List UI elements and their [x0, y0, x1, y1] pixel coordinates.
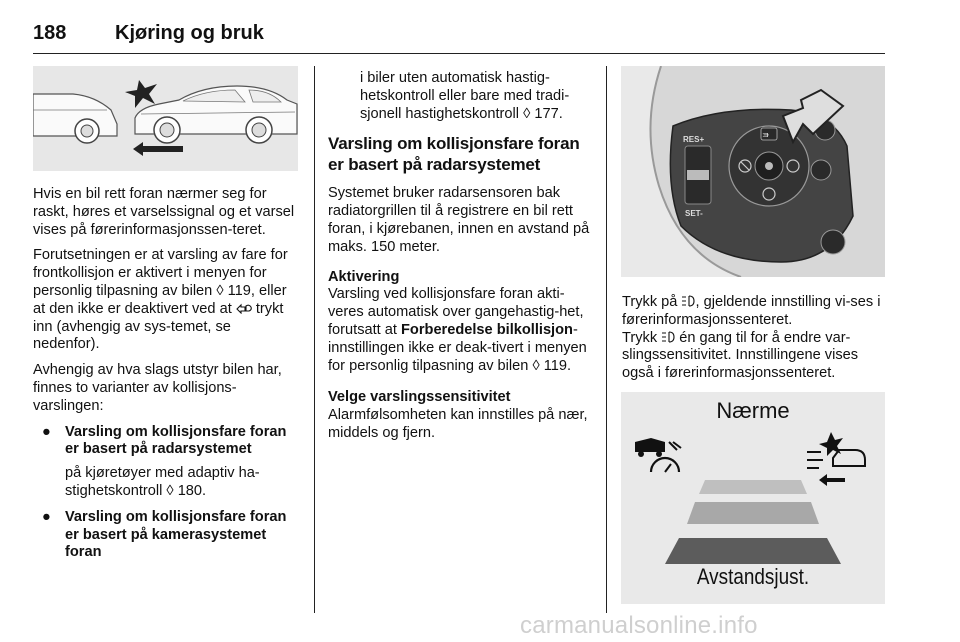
- bullet-title: Varsling om kollisjonsfare foran er basert på radarsystemet: [65, 423, 287, 458]
- distance-bar-medium: [687, 502, 819, 524]
- watermark: carmanualsonline.info: [520, 612, 758, 639]
- section-heading: Varsling om kollisjonsfare foran er basert på radarsystemet: [328, 134, 580, 175]
- column-3: [622, 294, 888, 391]
- steering-wheel-illustration: [621, 66, 885, 277]
- text-span: Trykk på: [622, 294, 678, 310]
- ref-icon: ◊: [523, 105, 531, 122]
- lane-assist-button: [821, 230, 845, 254]
- distance-button-icon: [661, 331, 675, 343]
- paragraph: Systemet bruker radarsensoren bak radiatorgrillen til å registrere en bil rett foran, i kjørebanen, innen en avstand på maks. 150 meter.: [328, 185, 590, 255]
- collision-alert-icon: [236, 303, 252, 314]
- column-1: [33, 186, 299, 562]
- car-gauge-icon: [635, 438, 681, 472]
- page-header: [33, 12, 885, 54]
- distance-bar-far: [699, 480, 807, 494]
- column-divider-1: [314, 66, 315, 613]
- paragraph: Avhengig av hva slags utstyr bilen har, finnes to varianter av kollisjons-varslingen:: [33, 362, 282, 414]
- setting-name: Forberedelse bilkollisjon: [401, 321, 573, 338]
- list-item: [33, 424, 299, 460]
- info-display-illustration: [621, 392, 885, 604]
- arrow-left-icon: [133, 142, 183, 156]
- subheading-activation: Aktivering: [328, 268, 400, 285]
- page-ref: 119.: [543, 357, 572, 374]
- cars-diagram: [33, 66, 298, 171]
- text-span: Forutsetningen er at varsling av fare for frontkollisjon er aktivert i menyen for personlig tilpasning av bilen: [33, 247, 288, 299]
- paragraph: [33, 247, 299, 354]
- paragraph: [622, 330, 888, 383]
- column-divider-2: [606, 66, 607, 613]
- page-number: 188: [33, 22, 67, 44]
- collision-warning-icon: [807, 432, 865, 486]
- impact-star-icon: [125, 80, 157, 108]
- sensitivity-button: [811, 160, 831, 180]
- text-span: -innstillingen ikke er deak-tivert i menyen for personlig tilpasning av bilen: [328, 321, 587, 374]
- paragraph: Alarmfølsomheten kan innstilles på nær, middels og fjern.: [328, 407, 588, 441]
- bullet-title: Varsling om kollisjonsfare foran er basert på kamerasystemet foran: [65, 508, 287, 561]
- distance-bar-near: [665, 538, 841, 564]
- display-top-label: Nærme: [716, 398, 790, 423]
- text-span: på kjøretøyer med adaptiv ha-stighetskontroll: [65, 465, 260, 499]
- subheading-sensitivity: Velge varslingssensitivitet: [328, 389, 511, 406]
- text-span: trykt inn (avhengig av sys-temet, se nedenfor).: [33, 300, 284, 353]
- list-item: [33, 509, 299, 562]
- collision-illustration: [33, 66, 298, 171]
- res-label: RES+: [683, 135, 705, 144]
- column-2: [328, 70, 594, 451]
- display-bottom-label: Avstandsjust.: [696, 564, 810, 589]
- ref-icon: ◊: [166, 482, 174, 499]
- distance-button-icon: [681, 295, 695, 307]
- page-ref: 177.: [534, 105, 563, 122]
- ref-icon: ◊: [532, 357, 540, 374]
- set-label: SET-: [685, 209, 703, 218]
- text-span: én gang til for å endre var-slingssensitivitet. Innstillingene vises også i førerinformasjonssenteret.: [622, 329, 859, 382]
- page-ref: 119, eller at den ikke er deaktivert ved at: [33, 282, 287, 317]
- paragraph: [622, 294, 888, 330]
- text-span: , gjeldende innstilling vi-ses i førerinformasjonssenteret.: [622, 294, 881, 328]
- page-title: Kjøring og bruk: [115, 22, 264, 44]
- ref-icon: ◊: [216, 282, 224, 299]
- page-ref: 180.: [177, 482, 207, 499]
- paragraph: Hvis en bil rett foran nærmer seg for raskt, høres et varselssignal og et varsel vises på førerinformasjonssen-teret.: [33, 186, 295, 238]
- bullet-icon: ●: [42, 508, 51, 525]
- text-span: i biler uten automatisk hastig-hetskontroll eller bare med tradi-sjonell hastighetskontroll: [360, 70, 570, 122]
- steering-controls-diagram: [621, 66, 885, 277]
- bullet-detail: [33, 465, 299, 501]
- bullet-icon: ●: [42, 423, 51, 440]
- paragraph: [328, 286, 594, 375]
- bullet-detail: [328, 70, 594, 123]
- svg-text:⊐̶: ⊐̶: [762, 130, 769, 139]
- text-span: Trykk: [622, 329, 658, 346]
- text-span: Varsling ved kollisjonsfare foran akti-veres automatisk over gangehastig-het, forutsatt at: [328, 286, 584, 338]
